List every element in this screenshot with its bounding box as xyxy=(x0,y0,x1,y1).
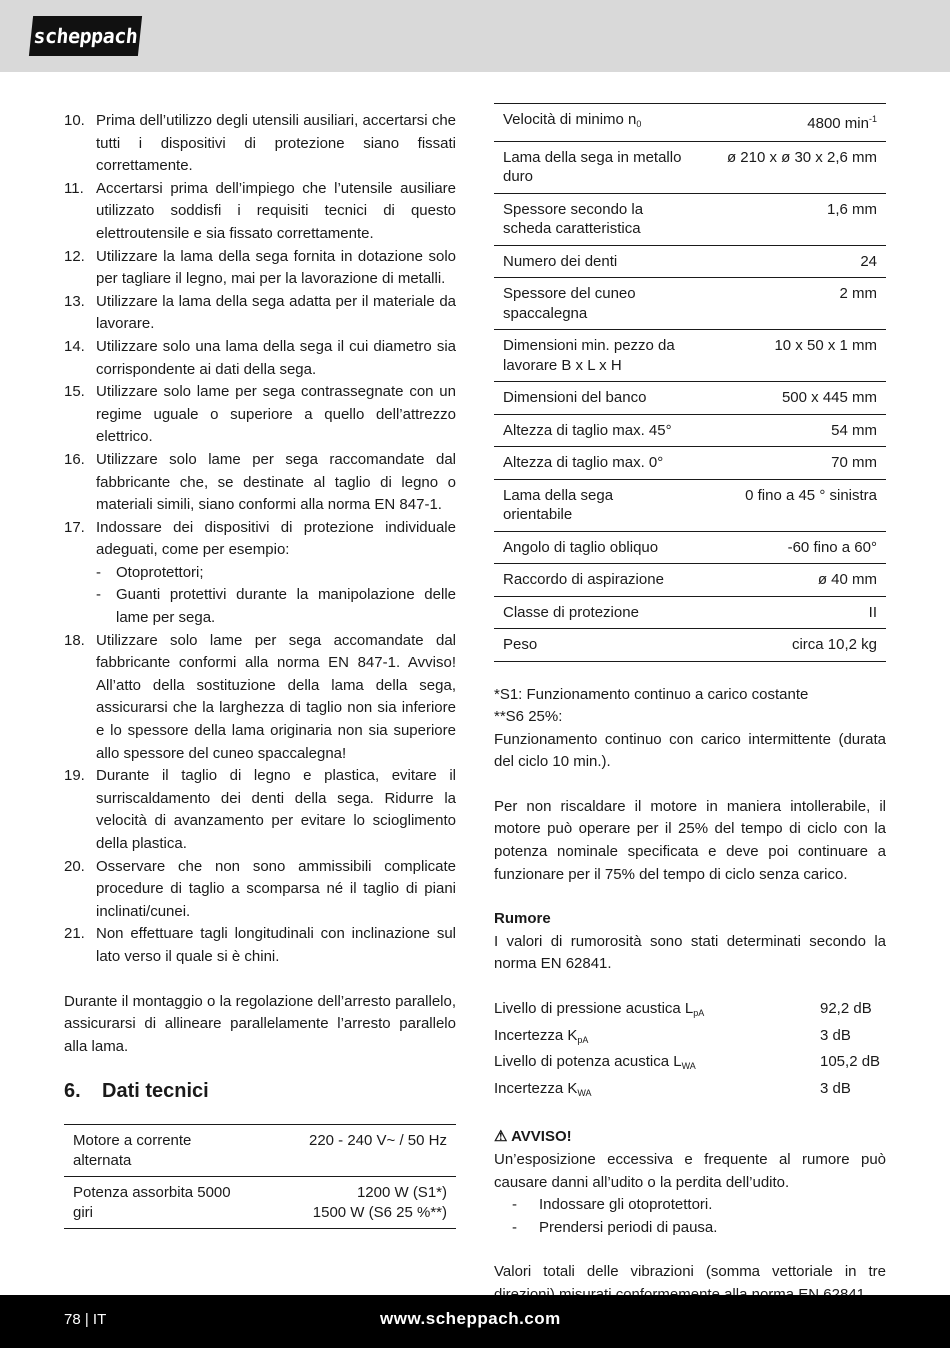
item-text: Prima dell’utilizzo degli utensili ausiliari, accertarsi che tutti i dispositivi di protezione siano fissati correttamente. xyxy=(96,112,456,175)
page-number: 78 | IT xyxy=(64,1311,107,1328)
section-title-text: Dati tecnici xyxy=(102,1080,209,1103)
table-row xyxy=(494,531,886,564)
item-number: 20. xyxy=(64,857,85,875)
spec-value: 1,6 mm xyxy=(826,200,877,218)
table-row xyxy=(494,479,886,531)
spec-value-line: 1500 W (S6 25 %**) xyxy=(312,1203,447,1221)
item-text: Accertarsi prima dell’impiego che l’utensile ausiliare utilizzato soddisfi i requisiti tecnici di questo elettroutensile e sia fissato correttamente. xyxy=(96,179,456,242)
page-header xyxy=(0,0,950,72)
list-item xyxy=(64,178,456,246)
noise-value: 3 dB xyxy=(820,1026,851,1044)
noise-label: Livello di pressione acustica $L_{pA}$ xyxy=(494,1000,705,1019)
item-number: 12. xyxy=(64,247,85,265)
table-row xyxy=(494,382,886,415)
item-number: 18. xyxy=(64,631,85,649)
table-row xyxy=(494,564,886,597)
safety-instructions-list xyxy=(64,110,456,969)
spec-label: Altezza di taglio max. 0° xyxy=(503,454,664,471)
item-text: Durante il taglio di legno e plastica, evitare il surriscaldamento dei denti della sega. Ridurre la velocità di avanzamento per evitare lo scioglimento della plastica. xyxy=(96,767,456,852)
noise-values xyxy=(494,998,886,1104)
spec-label: Motore a corrente alternata xyxy=(73,1132,192,1169)
table-row xyxy=(494,193,886,245)
spec-value: 54 mm xyxy=(831,421,877,439)
spec-label: Peso xyxy=(503,636,538,653)
spec-value: ø 40 mm xyxy=(817,571,877,588)
noise-title: Rumore xyxy=(494,910,551,928)
item-number: 15. xyxy=(64,383,85,401)
page-footer xyxy=(0,1295,950,1348)
list-item xyxy=(64,381,456,449)
table-row xyxy=(494,629,886,662)
noise-intro: I valori di rumorosità sono stati determinati secondo la norma EN 62841. xyxy=(494,932,886,973)
tech-data-table-right xyxy=(494,103,886,662)
list-item xyxy=(64,923,456,968)
spec-value: 2 mm xyxy=(839,285,877,302)
operating-mode-notes xyxy=(494,684,886,774)
noise-value: 105,2 dB xyxy=(820,1053,881,1071)
note-s6: **S6 25%: xyxy=(494,708,563,726)
item-number: 19. xyxy=(64,767,85,785)
table-row xyxy=(494,330,886,382)
section-number: 6. xyxy=(64,1080,81,1103)
parallel-stop-paragraph: Durante il montaggio o la regolazione dell’arresto parallelo, assicurarsi di allineare parallelamente l’arresto parallelo alla lama. xyxy=(64,992,456,1055)
noise-label: Livello di potenza acustica $L_{WA}$ xyxy=(494,1053,696,1072)
spec-label: Angolo di taglio obliquo xyxy=(503,538,659,556)
warning-title xyxy=(494,1126,886,1149)
table-row xyxy=(64,1125,456,1177)
list-item xyxy=(64,246,456,291)
tech-data-table-left xyxy=(64,1124,456,1229)
table-row xyxy=(494,278,886,330)
spec-value: 500 x 445 mm xyxy=(781,389,877,406)
note-s6-text: Funzionamento continuo con carico intermittente (durata del ciclo 10 min.). xyxy=(494,730,886,771)
note-s1: *S1: Funzionamento continuo a carico costante xyxy=(494,685,809,703)
item-text: Utilizzare solo una lama della sega il cui diametro sia corrispondente ai dati della sega. xyxy=(96,337,456,378)
list-item: - Prendersi periodi di pausa. xyxy=(512,1218,718,1236)
spec-label: Dimensioni del banco xyxy=(503,389,647,406)
sub-list-item: - Otoprotettori; xyxy=(96,563,204,581)
spec-label: Lama della sega in metallo duro xyxy=(503,148,682,185)
noise-label: Incertezza $K_{pA}$ xyxy=(494,1026,589,1045)
spec-value: circa 10,2 kg xyxy=(791,636,877,653)
item-text: Osservare che non sono ammissibili complicate procedure di taglio a scomparsa né il taglio di piani inclinati/cunei. xyxy=(96,857,456,920)
table-row xyxy=(494,414,886,447)
spec-value: 24 xyxy=(860,252,877,270)
item-text: Utilizzare solo lame per sega raccomandate dal fabbricante che, se destinate al taglio di legno o materiali simili, siano conformi alla norma EN 847-1. xyxy=(96,450,456,514)
sub-list-item: - Guanti protettivi durante la manipolazione delle lame per sega. xyxy=(96,586,456,627)
item-text: Utilizzare la lama della sega fornita in dotazione solo per tagliare il legno, mai per la lavorazione di metalli. xyxy=(96,247,456,288)
table-row xyxy=(64,1177,456,1229)
spec-label: Velocità di minimo $n_0$ xyxy=(503,111,642,129)
spec-value: II xyxy=(868,603,877,621)
vibration-paragraph: Valori totali delle vibrazioni (somma vettoriale in tre xyxy=(494,1263,886,1281)
spec-label: Spessore del cuneo spaccalegna xyxy=(503,285,636,322)
spec-label: Altezza di taglio max. 45° xyxy=(503,421,672,439)
table-row xyxy=(494,245,886,278)
spec-label: Numero dei denti xyxy=(503,252,618,270)
list-item xyxy=(64,336,456,381)
item-text: Utilizzare la lama della sega adatta per il materiale da lavorare. xyxy=(96,292,456,333)
table-row xyxy=(494,596,886,629)
list-item xyxy=(64,110,456,178)
spec-value: ø 210 x ø 30 x 2,6 mm xyxy=(726,148,877,166)
spec-value: 4800 $\min^{-1}$ xyxy=(807,114,877,132)
item-text: Non effettuare tagli longitudinali con inclinazione sul lato verso il quale si è chini. xyxy=(96,925,456,965)
warning-title-text: AVVISO! xyxy=(511,1128,572,1146)
section-title xyxy=(64,1080,456,1103)
item-number: 21. xyxy=(64,925,85,943)
list-item xyxy=(64,291,456,336)
item-number: 14. xyxy=(64,337,85,355)
spec-value: 220 - 240 V~ / 50 Hz xyxy=(308,1132,447,1150)
item-text: Utilizzare solo lame per sega contrassegnate con un regime uguale o superiore a quello dell’attrezzo elettrico. xyxy=(96,383,456,446)
item-number: 10. xyxy=(64,112,85,129)
spec-label: Potenza assorbita 5000 giri xyxy=(73,1184,231,1221)
table-row xyxy=(494,104,886,142)
left-column xyxy=(64,110,456,1229)
spec-label: Lama della sega orientabile xyxy=(503,486,614,523)
warning-triangle-icon: ⚠ xyxy=(494,1128,508,1146)
table-row xyxy=(494,141,886,193)
list-item xyxy=(64,517,456,630)
spec-value xyxy=(254,1177,456,1229)
list-item xyxy=(64,765,456,855)
spec-label: Raccordo di aspirazione xyxy=(503,571,664,588)
item-number: 13. xyxy=(64,292,85,310)
spec-value-line: 1200 W (S1*) xyxy=(356,1184,447,1202)
right-column xyxy=(494,103,886,1307)
spec-value: 10 x 50 x 1 mm xyxy=(774,337,877,354)
noise-value: 92,2 dB xyxy=(820,1000,872,1018)
table-row xyxy=(494,447,886,480)
item-number: 11. xyxy=(64,179,84,197)
list-item xyxy=(64,449,456,517)
item-number: 17. xyxy=(64,518,85,536)
spec-value: 70 mm xyxy=(831,454,877,471)
list-item xyxy=(64,856,456,924)
item-text: Utilizzare solo lame per sega accomandate dal fabbricante conformi alla norma EN 847-1. Avviso! All’atto della sostituzione della lama della sega, assicurarsi che la larghezza di taglio non sia inferiore e lo spessore della lama originaria non sia superiore allo spessore del cuneo spaccalegna! xyxy=(96,631,456,762)
item-number: 16. xyxy=(64,450,85,468)
brand-logo: scheppach xyxy=(29,16,142,56)
website-link[interactable]: www.scheppach.com xyxy=(380,1309,561,1328)
list-item: - Indossare gli otoprotettori. xyxy=(512,1196,713,1214)
list-item xyxy=(64,630,456,766)
item-text: Indossare dei dispositivi di protezione individuale adeguati, come per esempio: xyxy=(96,518,456,559)
warning-text: Un’esposizione eccessiva e frequente al rumore può causare danni all’udito o la perdita dell’udito. xyxy=(494,1151,886,1191)
noise-label: Incertezza $K_{WA}$ xyxy=(494,1079,592,1098)
motor-paragraph: Per non riscaldare il motore in maniera intollerabile, il motore può operare per il 25% del tempo di ciclo con la potenza nominale specificata e deve poi continuare a funzionare per il 75% del tempo di ciclo senza carico. xyxy=(494,797,886,883)
spec-value: -60 fino a 60° xyxy=(787,538,877,556)
spec-label: Spessore secondo la scheda caratteristica xyxy=(503,200,644,237)
spec-label: Classe di protezione xyxy=(503,603,639,621)
spec-label: Dimensioni min. pezzo da lavorare B x L x H xyxy=(503,337,675,374)
spec-value: 0 fino a 45 ° sinistra xyxy=(745,486,877,504)
noise-value: 3 dB xyxy=(820,1079,851,1097)
